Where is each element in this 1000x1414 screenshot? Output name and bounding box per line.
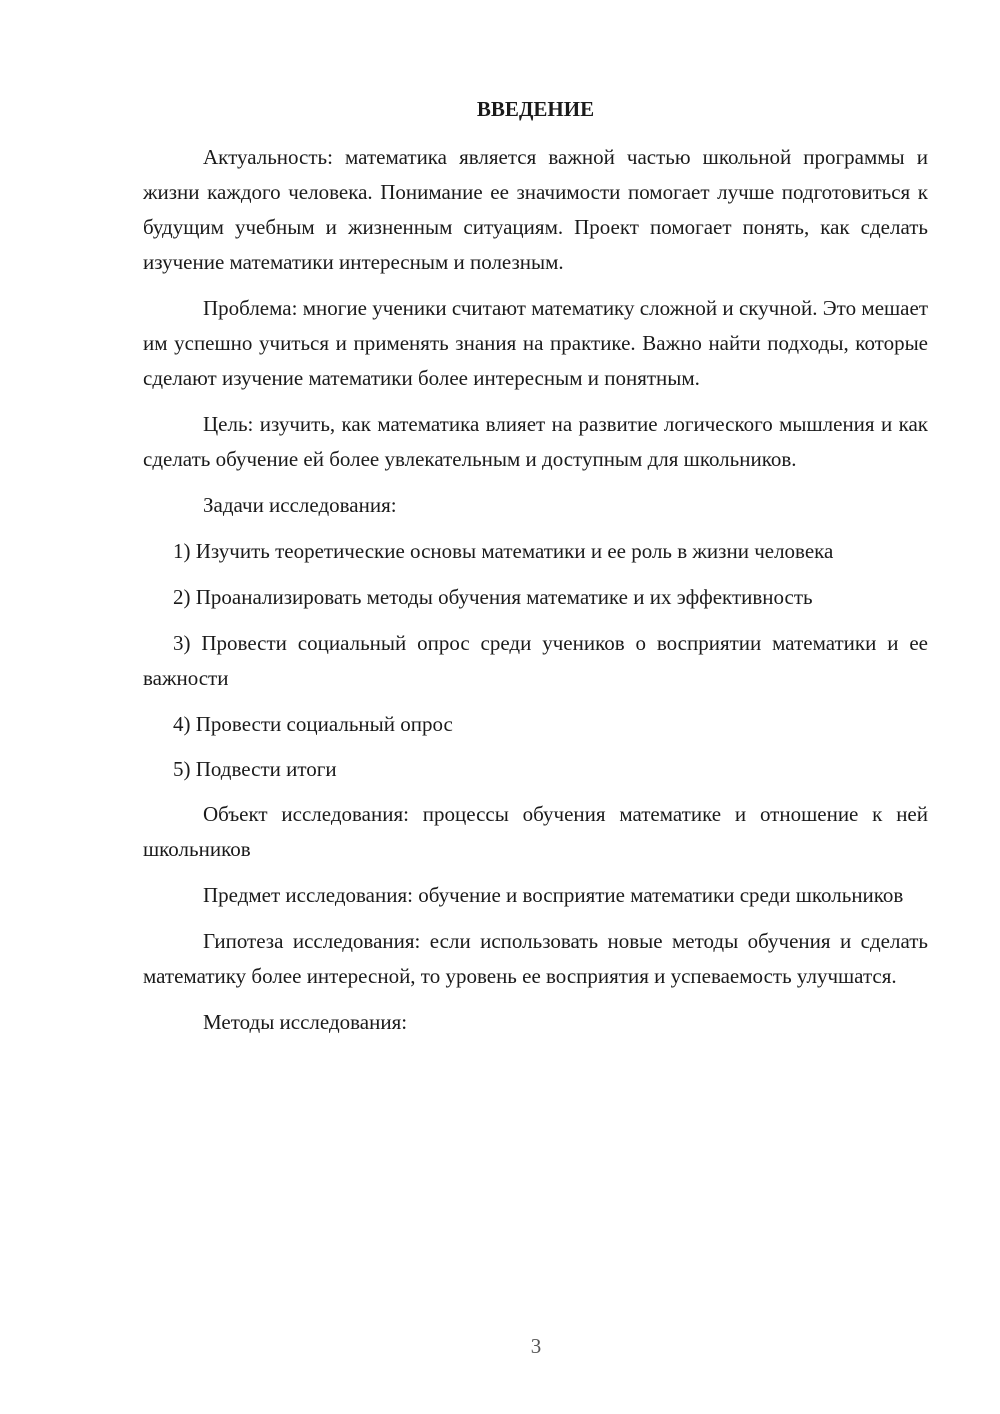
- tasks-heading: Задачи исследования:: [203, 493, 397, 517]
- document-title: ВВЕДЕНИЕ: [476, 97, 595, 121]
- relevance-paragraph: Актуальность: математика является важной частью школьной программы и жизни каждого человека. Понимание ее значимости помогает лучше подготовиться к будущим учебным и жизненным ситуациям. Проект помогает понять, как сделать изучение математики интересным и полезным.: [143, 145, 928, 274]
- document-page: [143, 92, 928, 1051]
- subject-paragraph: Предмет исследования: обучение и восприятие математики среди школьников: [203, 883, 904, 907]
- task-item: 1) Изучить теоретические основы математики и ее роль в жизни человека: [173, 539, 834, 563]
- task-item: 2) Проанализировать методы обучения математике и их эффективность: [173, 585, 813, 609]
- page-number: 3: [530, 1334, 542, 1358]
- task-item: 4) Провести социальный опрос: [173, 712, 453, 736]
- problem-paragraph: Проблема: многие ученики считают математику сложной и скучной. Это мешает им успешно учиться и применять знания на практике. Важно найти подходы, которые сделают изучение математики более интересным и понятным.: [143, 296, 928, 390]
- object-paragraph: Объект исследования: процессы обучения математике и отношение к ней школьников: [143, 802, 928, 861]
- hypothesis-paragraph: Гипотеза исследования: если использовать новые методы обучения и сделать математику более интересной, то уровень ее восприятия и успеваемость улучшатся.: [143, 929, 928, 988]
- task-item: 5) Подвести итоги: [173, 757, 337, 781]
- goal-paragraph: Цель: изучить, как математика влияет на развитие логического мышления и как сделать обучение ей более увлекательным и доступным для школьников.: [143, 412, 928, 471]
- methods-heading: Методы исследования:: [203, 1010, 408, 1034]
- task-item: 3) Провести социальный опрос среди учеников о восприятии математики и ее важности: [143, 631, 928, 690]
